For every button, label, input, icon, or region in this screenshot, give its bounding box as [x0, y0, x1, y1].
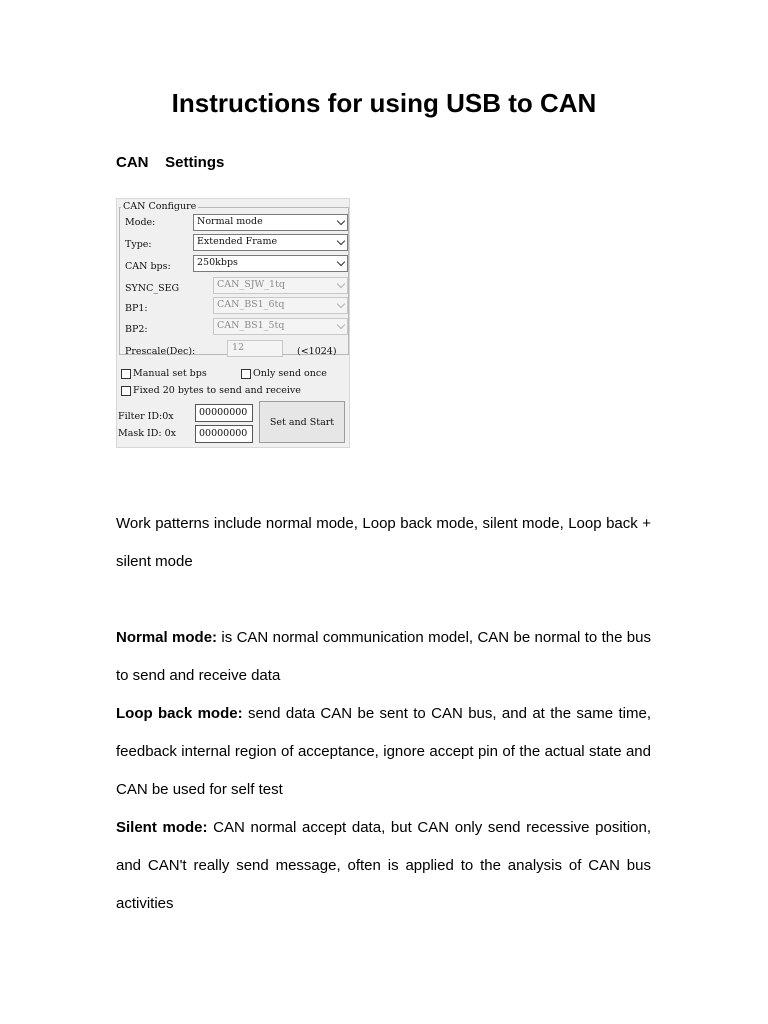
group-title: CAN Configure — [123, 201, 197, 212]
chevron-down-icon — [337, 280, 345, 288]
mask-id-input[interactable] — [195, 425, 253, 443]
mask-id-value: 00000000 — [199, 428, 248, 439]
checkbox-box[interactable] — [241, 369, 251, 379]
silent-mode-text: CAN normal accept data, but CAN only send recessive position, and CAN't really send message, often is applied to the analysis of CAN bus activities — [116, 819, 651, 912]
section-heading: CAN Settings — [116, 154, 225, 171]
silent-mode-paragraph — [116, 809, 651, 923]
prescale-hint: (<1024) — [297, 346, 337, 357]
bps-select[interactable] — [193, 255, 348, 272]
chevron-down-icon — [337, 258, 345, 266]
loop-back-mode-paragraph — [116, 695, 651, 809]
page-title: Instructions for using USB to CAN — [171, 88, 597, 118]
mask-id-label: Mask ID: 0x — [118, 428, 177, 439]
bp2-label: BP2: — [125, 324, 148, 335]
set-and-start-button[interactable]: Set and Start — [259, 401, 345, 443]
fixed-20-bytes-label: Fixed 20 bytes to send and receive — [133, 385, 301, 396]
sync-seg-value: CAN_SJW_1tq — [217, 279, 285, 290]
chevron-down-icon — [337, 237, 345, 245]
only-send-once-label: Only send once — [253, 368, 327, 379]
manual-bps-checkbox[interactable] — [121, 368, 207, 379]
work-patterns-paragraph: Work patterns include normal mode, Loop back mode, silent mode, Loop back + silent mode — [116, 515, 651, 570]
mode-value: Normal mode — [197, 216, 263, 227]
sync-seg-select[interactable] — [213, 277, 348, 294]
bps-label: CAN bps: — [125, 261, 171, 272]
chevron-down-icon — [337, 217, 345, 225]
can-configure-screenshot — [116, 198, 350, 448]
mode-label: Mode: — [125, 217, 156, 228]
only-send-once-checkbox[interactable] — [241, 368, 327, 379]
manual-bps-label: Manual set bps — [133, 368, 207, 379]
checkbox-box[interactable] — [121, 369, 131, 379]
prescale-value: 12 — [232, 342, 245, 353]
chevron-down-icon — [337, 300, 345, 308]
filter-id-input[interactable] — [195, 404, 253, 422]
filter-id-label: Filter ID:0x — [118, 411, 174, 422]
bp2-value: CAN_BS1_5tq — [217, 320, 285, 331]
type-select[interactable] — [193, 234, 348, 251]
fixed-20-bytes-checkbox[interactable] — [121, 385, 301, 396]
bp1-value: CAN_BS1_6tq — [217, 299, 285, 310]
prescale-input[interactable] — [227, 340, 283, 357]
normal-mode-text: is CAN normal communication model, CAN be normal to the bus to send and receive data — [116, 629, 651, 684]
normal-mode-paragraph — [116, 619, 651, 695]
checkbox-box[interactable] — [121, 386, 131, 396]
silent-mode-term: Silent mode: — [116, 819, 208, 836]
bp1-select[interactable] — [213, 297, 348, 314]
bps-value: 250kbps — [197, 257, 238, 268]
bp1-label: BP1: — [125, 303, 148, 314]
loop-back-mode-term: Loop back mode: — [116, 705, 243, 722]
sync-seg-label: SYNC_SEG — [125, 283, 180, 294]
loop-back-mode-text: send data CAN be sent to CAN bus, and at the same time, feedback internal region of acceptance, ignore accept pin of the actual state and CAN be used for self test — [116, 705, 651, 798]
normal-mode-term: Normal mode: — [116, 629, 218, 646]
chevron-down-icon — [337, 321, 345, 329]
filter-id-value: 00000000 — [199, 407, 248, 418]
type-label: Type: — [125, 239, 152, 250]
mode-select[interactable] — [193, 214, 348, 231]
bp2-select[interactable] — [213, 318, 348, 335]
type-value: Extended Frame — [197, 236, 278, 247]
prescale-label: Prescale(Dec): — [125, 346, 196, 357]
